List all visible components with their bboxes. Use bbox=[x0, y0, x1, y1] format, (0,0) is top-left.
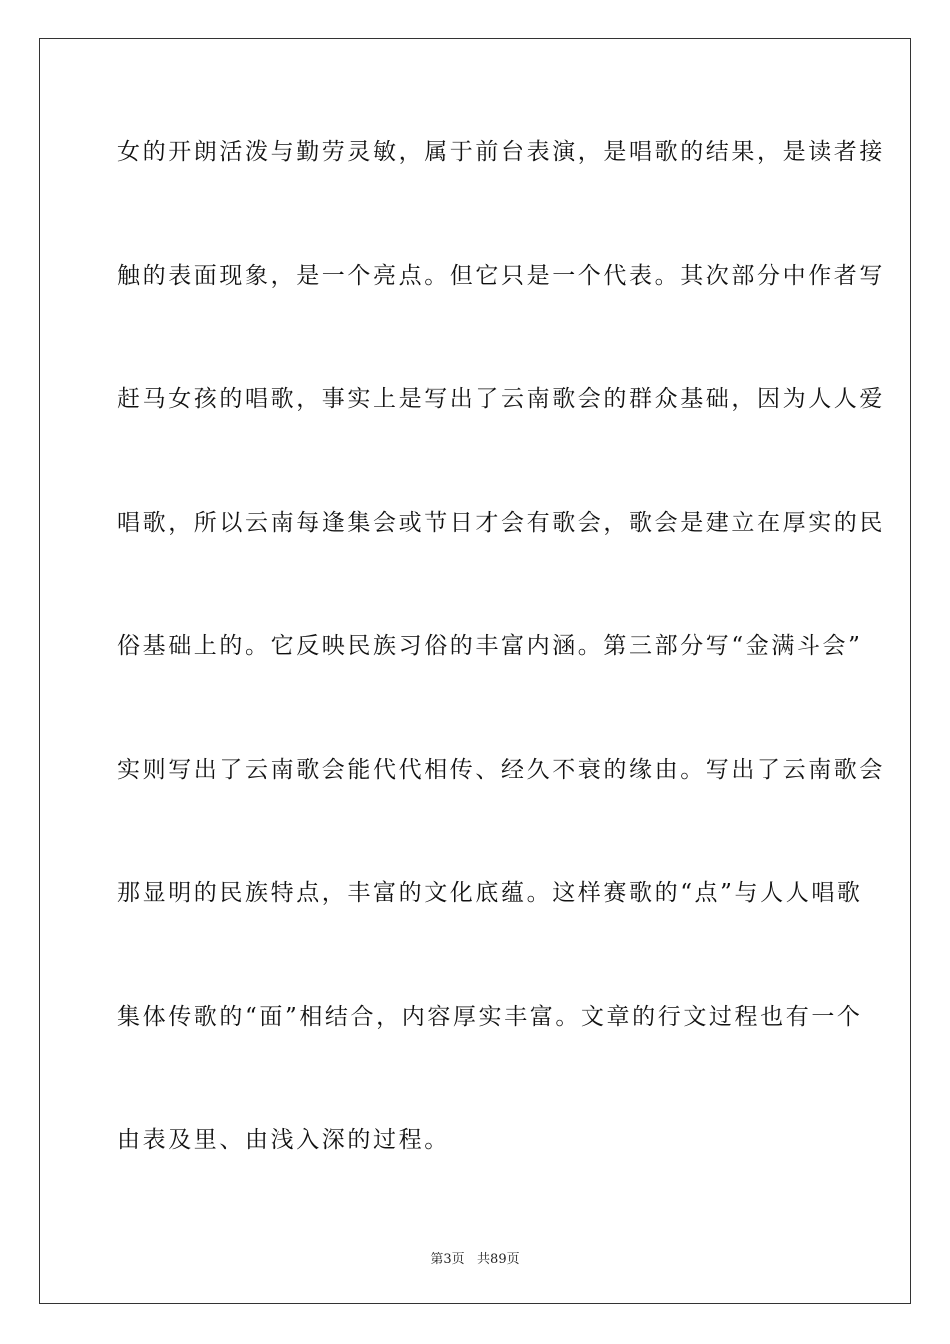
text-line: 赶马女孩的唱歌，事实上是写出了云南歌会的群众基础，因为人人爱 bbox=[117, 386, 885, 412]
text-line: 实则写出了云南歌会能代代相传、经久不衰的缘由。写出了云南歌会 bbox=[117, 757, 885, 783]
text-line: 集体传歌的“面”相结合，内容厚实丰富。文章的行文过程也有一个 bbox=[117, 1004, 863, 1030]
text-line: 触的表面现象，是一个亮点。但它只是一个代表。其次部分中作者写 bbox=[117, 263, 885, 289]
text-line: 那显明的民族特点，丰富的文化底蕴。这样赛歌的“点”与人人唱歌 bbox=[117, 880, 863, 906]
text-line: 女的开朗活泼与勤劳灵敏，属于前台表演，是唱歌的结果，是读者接 bbox=[117, 139, 885, 165]
text-line: 俗基础上的。它反映民族习俗的丰富内涵。第三部分写“金满斗会” bbox=[117, 633, 863, 659]
text-line: 唱歌，所以云南每逢集会或节日才会有歌会，歌会是建立在厚实的民 bbox=[117, 510, 885, 536]
page-frame bbox=[39, 38, 911, 1304]
text-line: 由表及里、由浅入深的过程。 bbox=[117, 1127, 450, 1153]
page-footer: 第3页 共89页 bbox=[430, 1252, 520, 1267]
